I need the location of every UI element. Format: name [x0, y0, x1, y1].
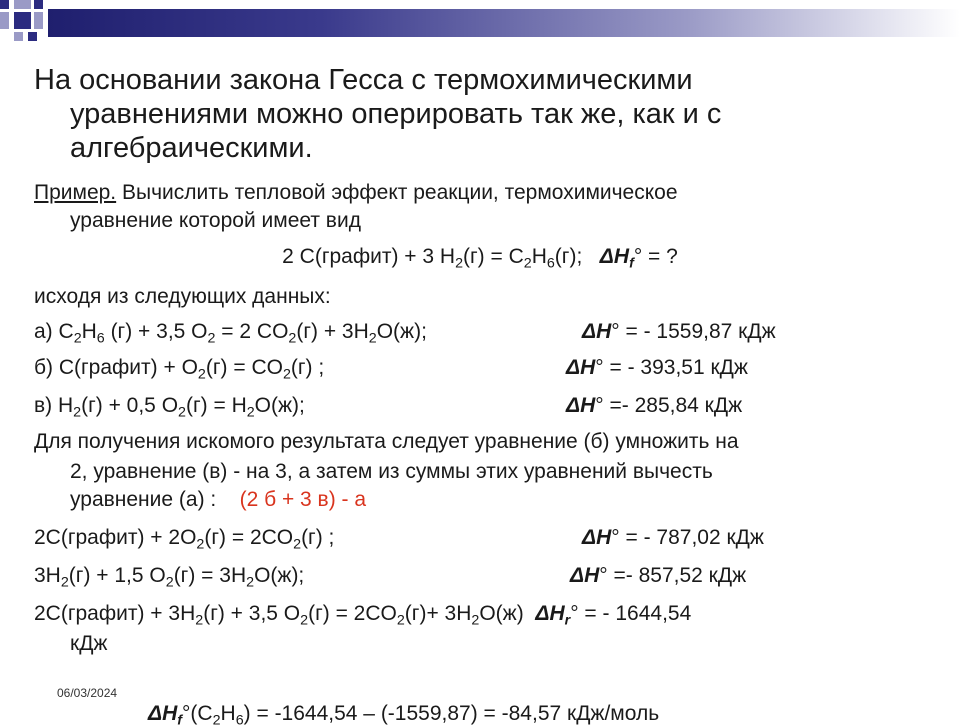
delta-h-symbol: ΔH	[582, 320, 612, 343]
target-equation: 2 C(графит) + 3 $H_2(г) = C_2H_6(г)$; $\Delta H_f^\circ$ = ?	[282, 245, 678, 272]
decor-square	[34, 0, 43, 9]
step-3-unit: кДж	[70, 632, 108, 655]
example-line-2: уравнение которой имеет вид	[70, 209, 361, 232]
combination-formula: (2 б + 3 в) - а	[239, 488, 367, 511]
example-text: Вычислить тепловой эффект реакции, термохимическое	[116, 181, 678, 204]
title-line-2: уравнениями можно оперировать так же, как и с	[70, 98, 722, 130]
step-2: $3H_2(г) + 1,5$ $O_2(г) = 3H_2O(ж)$;	[34, 564, 305, 591]
instruction-line-1: Для получения искомого результата следует уравнение (б) умножить на	[34, 430, 739, 453]
equation-b-enthalpy: ΔH° = - 393,51 кДж	[566, 356, 748, 379]
delta-h-symbol: ΔH	[566, 356, 596, 379]
delta-h-symbol: ΔH	[582, 526, 612, 549]
instruction-line-2: 2, уравнение (в) - на 3, а затем из суммы этих уравнений вычесть	[70, 460, 713, 483]
step-2-enthalpy: ΔH° =- 857,52 кДж	[570, 564, 747, 587]
decor-square	[14, 32, 23, 41]
delta-h-symbol: ΔH	[566, 394, 596, 417]
example-label: Пример.	[34, 181, 117, 204]
equation-v: в) $H_2(г) + 0,5$ $O_2(г) = H_2O(ж)$;	[34, 394, 305, 421]
decor-square	[28, 32, 37, 41]
instruction-line-3: уравнение (а) : (2 б + 3 в) - а	[70, 488, 367, 511]
delta-h-symbol: $\Delta H_f$	[599, 245, 634, 272]
header-bar	[48, 9, 960, 37]
equation-b: б) C(графит) + $O_2(г) = CO_2(г)$ ;	[34, 356, 325, 383]
final-result: $\Delta H_f^\circ(C_2H_6) = -1644,54 - (-1559,87) = -84,57$ кДж/моль	[148, 702, 660, 728]
decor-square	[0, 0, 9, 9]
equation-a: а) $C_2H_6$ (г) + 3,5 $O_2 = 2$ $CO_2(г) + 3H_2O(ж)$;	[34, 320, 427, 347]
title-line-1: На основании закона Гесса с термохимическими	[34, 64, 693, 96]
decor-square	[0, 12, 9, 29]
example-line-1	[34, 181, 678, 205]
equation-v-enthalpy: ΔH° =- 285,84 кДж	[566, 394, 743, 417]
step-3: 2C(графит) + $3H_2(г) + 3,5$ $O_2(г) = 2CO_2(г)+ 3H_2O(ж) \Delta H_r^\circ$ = - 1644,54	[34, 602, 692, 629]
step-1: 2C(графит) + $2O_2(г) = 2CO_2(г)$ ;	[34, 526, 335, 553]
delta-h-symbol: ΔH	[570, 564, 600, 587]
delta-h-symbol: $\Delta H_f$	[148, 702, 183, 728]
equation-a-enthalpy: ΔH° = - 1559,87 кДж	[582, 320, 776, 343]
title-line-3: алгебраическими.	[70, 132, 313, 164]
delta-h-symbol: $\Delta H_r$	[535, 602, 571, 629]
slide-date: 06/03/2024	[57, 686, 118, 700]
decor-square	[14, 12, 31, 29]
decor-square	[34, 12, 43, 29]
step-1-enthalpy: ΔH° = - 787,02 кДж	[582, 526, 764, 549]
decor-square	[14, 0, 31, 9]
given-label: исходя из следующих данных:	[34, 285, 331, 308]
